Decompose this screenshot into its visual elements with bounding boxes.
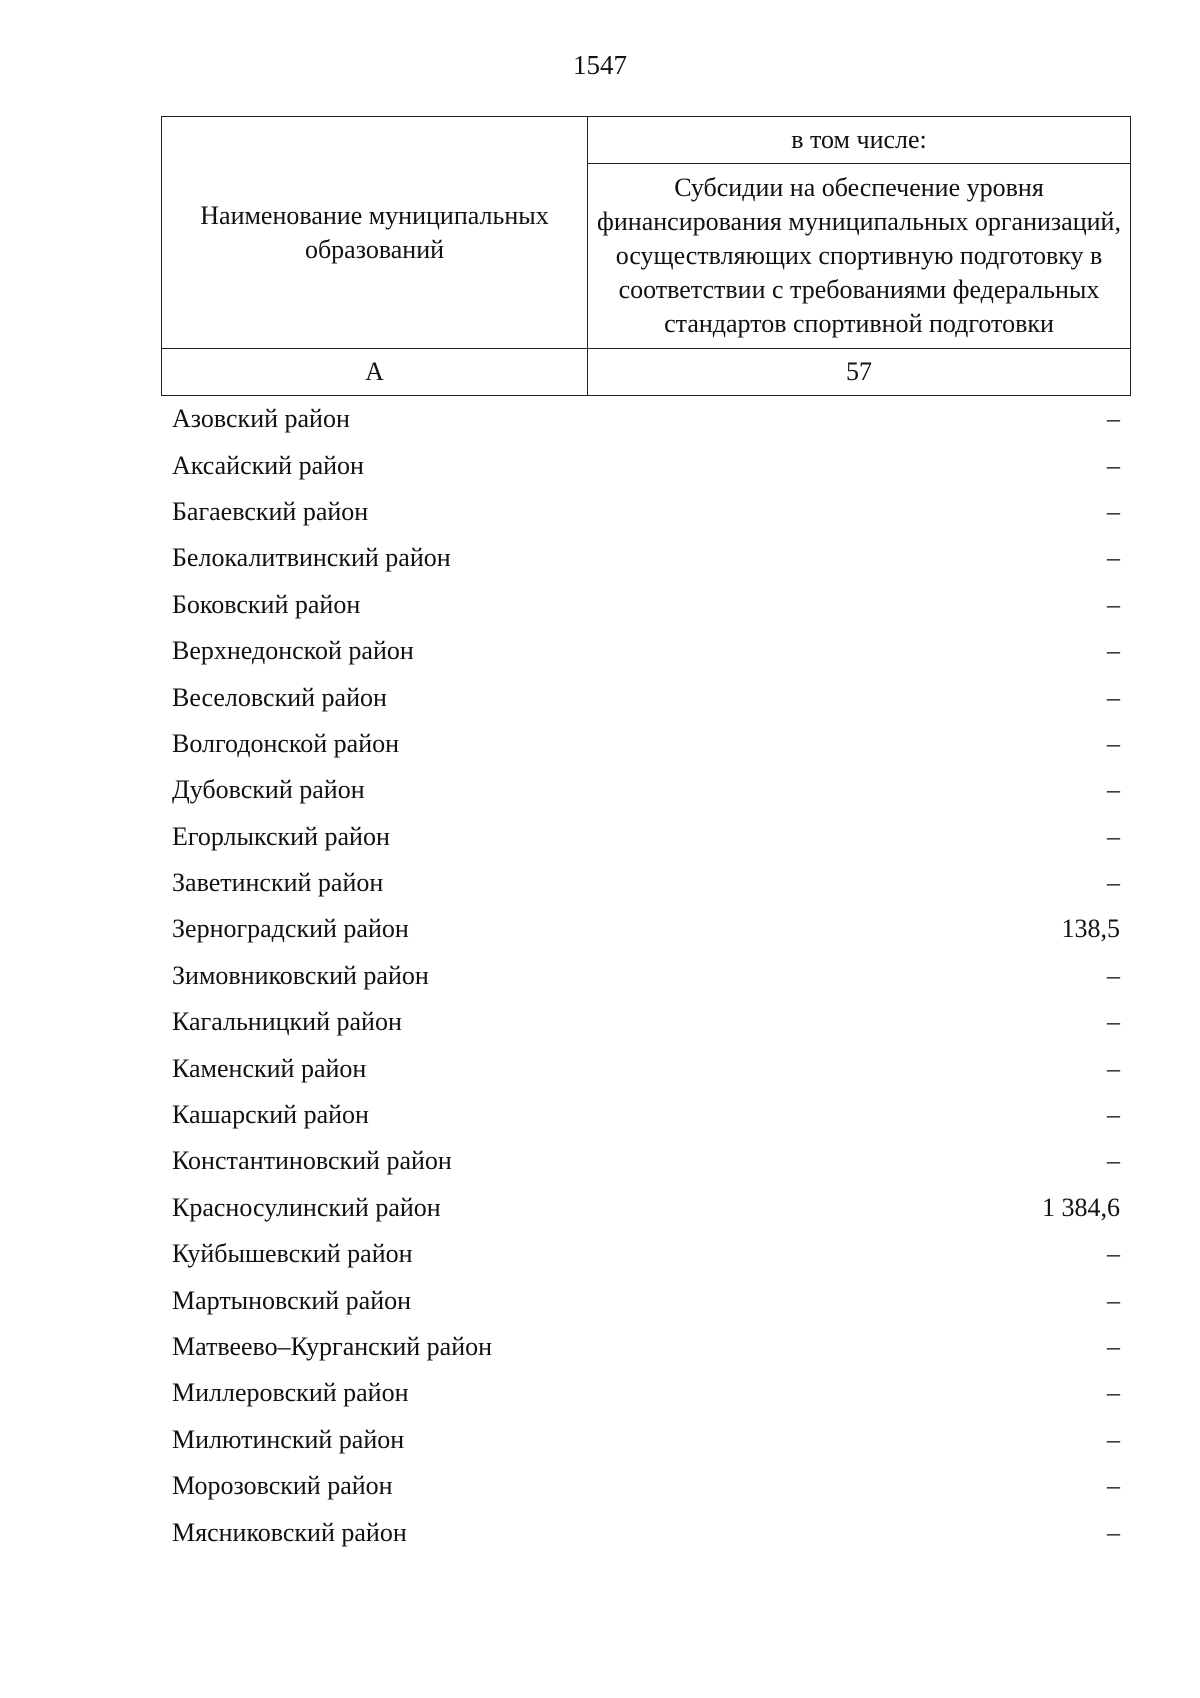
table-row: [172, 906, 1120, 952]
row-value: –: [1107, 775, 1120, 805]
row-name: Мясниковский район: [172, 1517, 407, 1547]
table-row: [172, 767, 1120, 813]
row-name: Аксайский район: [172, 450, 364, 480]
row-value: –: [1107, 1053, 1120, 1083]
column-code-57: 57: [588, 349, 1131, 396]
table-row: [172, 721, 1120, 767]
row-name: Мартыновский район: [172, 1285, 412, 1315]
row-name: Красносулинский район: [172, 1192, 441, 1222]
row-value: –: [1107, 1100, 1120, 1130]
table-row: [172, 1231, 1120, 1277]
row-value: –: [1107, 543, 1120, 573]
table-row: [172, 1509, 1120, 1555]
row-name: Зерноградский район: [172, 914, 409, 944]
row-name: Заветинский район: [172, 868, 384, 898]
column-header-subtitle: в том числе:: [588, 117, 1131, 164]
row-value: –: [1107, 589, 1120, 619]
data-rows: [172, 396, 1120, 1556]
table-row: [172, 582, 1120, 628]
table-row: [172, 1045, 1120, 1091]
row-name: Волгодонской район: [172, 728, 400, 758]
row-name: Верхнедонской район: [172, 636, 414, 666]
row-name: Куйбышевский район: [172, 1239, 413, 1269]
row-name: Кашарский район: [172, 1100, 369, 1130]
table-row: [172, 1277, 1120, 1323]
row-name: Веселовский район: [172, 682, 387, 712]
row-value: –: [1107, 960, 1120, 990]
row-name: Кагальницкий район: [172, 1007, 402, 1037]
table-row: [172, 953, 1120, 999]
row-name: Багаевский район: [172, 496, 369, 526]
row-value: –: [1107, 1424, 1120, 1454]
row-name: Матвеево–Курганский район: [172, 1332, 493, 1361]
table-header: [161, 116, 1131, 396]
table-row: [172, 442, 1120, 488]
row-value: –: [1107, 1146, 1120, 1176]
row-value: –: [1107, 1285, 1120, 1315]
column-code-a: А: [162, 349, 588, 396]
row-name: Константиновский район: [172, 1146, 452, 1176]
row-value: –: [1107, 868, 1120, 898]
table-row: [172, 860, 1120, 906]
table-row: [172, 1417, 1120, 1463]
table-row: [172, 489, 1120, 535]
row-value: –: [1107, 682, 1120, 712]
column-header-name: Наименование муниципальных образований: [162, 117, 588, 349]
row-value: –: [1107, 496, 1120, 526]
row-value: –: [1107, 1378, 1120, 1408]
row-name: Боковский район: [172, 589, 361, 619]
table-row: [172, 396, 1120, 442]
table-row: [172, 1324, 1120, 1370]
row-value: –: [1107, 728, 1120, 758]
row-value: –: [1107, 1239, 1120, 1269]
table-row: [172, 1138, 1120, 1184]
row-name: Каменский район: [172, 1053, 367, 1083]
row-value: –: [1107, 1332, 1120, 1361]
row-value: –: [1107, 1517, 1120, 1547]
table-row: [172, 535, 1120, 581]
table-row: [172, 1370, 1120, 1416]
table-row: [172, 674, 1120, 720]
row-name: Морозовский район: [172, 1471, 393, 1501]
page-number: 1547: [573, 50, 627, 80]
row-name: Азовский район: [172, 404, 350, 434]
row-value: –: [1107, 636, 1120, 666]
row-value: 138,5: [1061, 914, 1120, 944]
row-value: –: [1107, 404, 1120, 434]
row-name: Миллеровский район: [172, 1378, 409, 1408]
row-value: –: [1107, 1471, 1120, 1501]
table-row: [172, 1185, 1120, 1231]
row-value: –: [1107, 450, 1120, 480]
row-name: Зимовниковский район: [172, 960, 429, 990]
table-row: [172, 1092, 1120, 1138]
table-row: [172, 814, 1120, 860]
column-header-subsidy: Субсидии на обеспечение уровня финансирования муниципальных организаций, осуществляющих спортивную подготовку в соответствии с требованиями федеральных стандартов спортивной подготовки: [588, 164, 1131, 349]
row-name: Егорлыкский район: [172, 821, 390, 851]
row-name: Белокалитвинский район: [172, 543, 451, 573]
table-row: [172, 628, 1120, 674]
row-value: –: [1107, 1007, 1120, 1037]
row-name: Милютинский район: [172, 1424, 405, 1454]
row-name: Дубовский район: [172, 775, 365, 805]
table-row: [172, 1463, 1120, 1509]
row-value: 1 384,6: [1042, 1192, 1120, 1222]
row-value: –: [1107, 821, 1120, 851]
table-row: [172, 999, 1120, 1045]
